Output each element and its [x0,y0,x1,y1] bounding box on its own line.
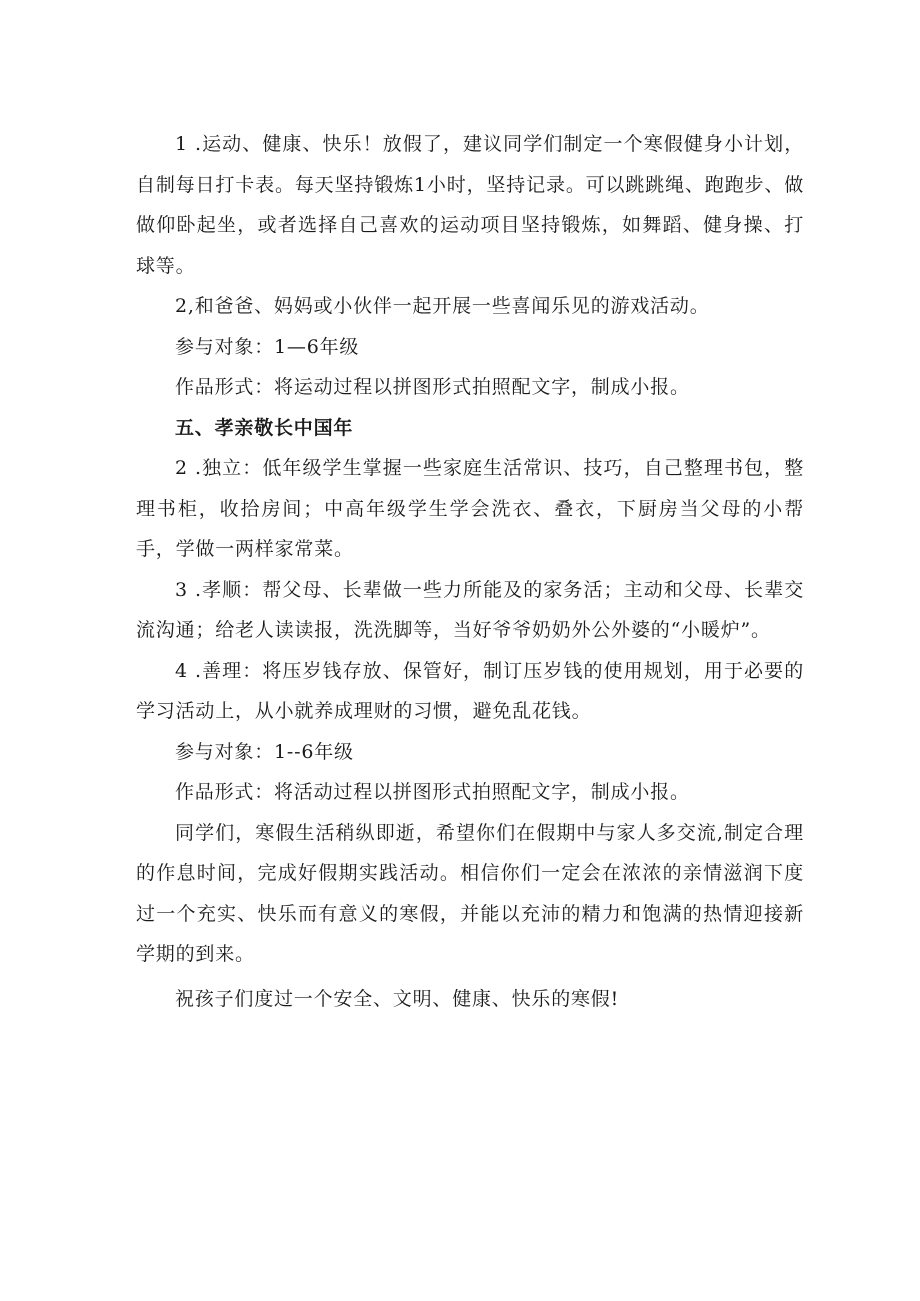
paragraph-games: 2,和爸爸、妈妈或小伙伴一起开展一些喜闻乐见的游戏活动。 [175,295,710,317]
paragraph-participants-1: 参与对象：1—6年级 [175,335,360,358]
paragraph-work-format-1: 作品形式：将运动过程以拼图形式拍照配文字，制成小报。 [175,376,690,398]
paragraph-independence: 2 .独立：低年级学生掌握一些家庭生活常识、技巧，自己整理书包，整理书柜，收拾房间；中高年级学生学会洗衣、叠衣，下厨房当父母的小帮手，学做一两样家常菜。 [136,457,804,560]
paragraph-best-wishes: 祝孩子们度过一个安全、文明、健康、快乐的寒假! [175,987,620,1010]
section-heading: 五、孝亲敬长中国年 [175,416,354,439]
paragraph-filial-piety: 3 .孝顺：帮父母、长辈做一些力所能及的家务活；主动和父母、长辈交流沟通；给老人读读报，洗洗脚等，当好爷爷奶奶外公外婆的“小暖炉”。 [136,578,804,641]
document-body [136,124,804,1019]
paragraph-money-management: 4 .善理：将压岁钱存放、保管好，制订压岁钱的使用规划，用于必要的学习活动上，从小就养成理财的习惯，避免乱花钱。 [136,659,804,722]
paragraph-closing-message: 同学们，寒假生活稍纵即逝，希望你们在假期中与家人多交流,制定合理的作息时间，完成好假期实践活动。相信你们一定会在浓浓的亲情滋润下度过一个充实、快乐而有意义的寒假，并能以充沛的精力和饱满的热情迎接新学期的到来。 [136,821,804,965]
paragraph-participants-2: 参与对象：1--6年级 [175,740,354,763]
paragraph-fitness-plan: 1 .运动、健康、快乐！放假了，建议同学们制定一个寒假健身小计划，自制每日打卡表。每天坚持锻炼1小时，坚持记录。可以跳跳绳、跑跑步、做做仰卧起坐，或者选择自己喜欢的运动项目坚持锻炼，如舞蹈、健身操、打球等。 [136,133,804,277]
paragraph-work-format-2: 作品形式：将活动过程以拼图形式拍照配文字，制成小报。 [175,781,690,803]
